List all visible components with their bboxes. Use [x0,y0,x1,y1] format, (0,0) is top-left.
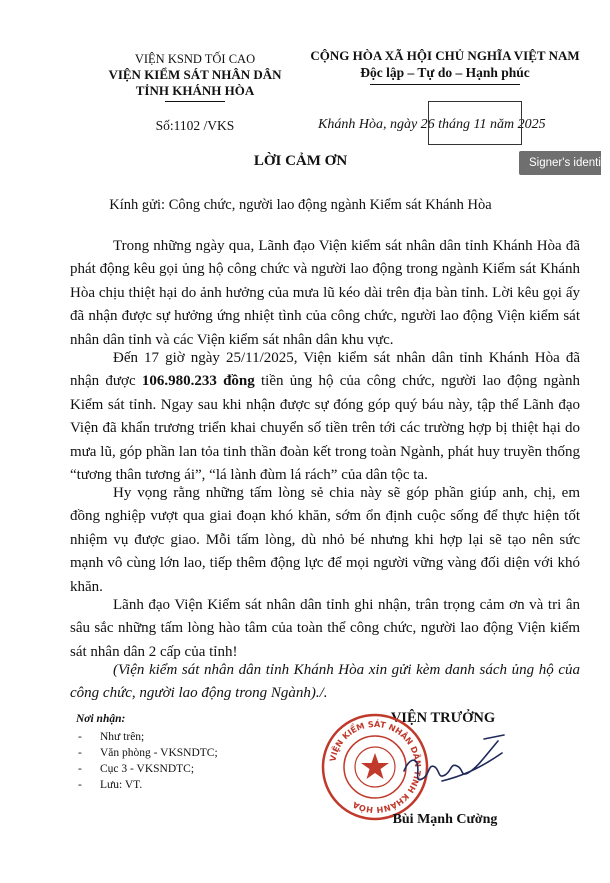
recipient-item: - Lưu: VT. [76,777,296,793]
paragraph-1: Trong những ngày qua, Lãnh đạo Viện kiểm sát nhân dân tỉnh Khánh Hòa đã phát động kêu gọi ủng hộ công chức và người lao động trong ngành Kiểm sát Khánh Hòa chịu thiệt hại do ảnh hưởng của mưa lũ kéo dài trên địa bàn tỉnh. Lời kêu gọi ấy đã nhận được sự hưởng ứng nhiệt tình của công chức, người lao động Viện kiểm sát nhân dân tỉnh và các Viện kiểm sát nhân dân khu vực. [70,238,580,348]
nation-name: CỘNG HÒA XÃ HỘI CHỦ NGHĨA VIỆT NAM [310,48,580,63]
signer-identity-tooltip: Signer's identity [519,151,601,175]
recipient-item: - Cục 3 - VKSNDTC; [76,761,296,777]
paragraph-2-rest: tiền ủng hộ của công chức, người lao động ngành Kiểm sát tỉnh. Ngay sau khi nhận được sự đóng góp quý báu này, tập thể Lãnh đạo Viện đã khẩn trương triển khai chuyển số tiền trên tới các trường hợp bị thiệt hại do mưa lũ, góp phần lan tỏa tinh thần đoàn kết trong toàn Ngành, phát huy truyền thống “tương thân tương ái”, “lá lành đùm lá rách” của dân tộc ta. [70,373,580,484]
greeting-line: Kính gửi: Công chức, người lao động ngành Kiểm sát Khánh Hòa [109,197,492,213]
place-and-date: Khánh Hòa, ngày 26 tháng 11 năm 2025 [318,117,546,132]
national-motto: Độc lập – Tự do – Hạnh phúc [360,65,530,80]
signer-name: Bùi Mạnh Cường [392,812,498,827]
national-heading-block [305,48,585,85]
recipients-block [76,711,296,793]
donation-amount: 106.980.233 đồng [141,373,255,390]
paragraph-2-intro: Đến 17 giờ ngày 25/11/2025, Viện kiểm sát nhân dân tỉnh Khánh Hòa đã nhận được [70,350,580,390]
signer-title: VIỆN TRƯỞNG [390,710,496,726]
paragraph-5-note: (Viện kiểm sát nhân dân tỉnh Khánh Hòa xin gửi kèm danh sách ủng hộ của công chức, người lao động trong Ngành)./. [70,662,580,702]
recipients-heading: Nơi nhận: [76,713,126,725]
paragraph-2 [70,347,580,487]
agency-name: VIỆN KIỂM SÁT NHÂN DÂN [108,67,282,82]
recipient-item: - Như trên; [76,729,296,745]
recipients-list [76,729,296,793]
date-field-box[interactable] [428,101,522,145]
motto-underline [370,84,520,85]
agency-province: TỈNH KHÁNH HÒA [135,83,255,98]
handwritten-signature [398,733,508,798]
recipient-item: - Văn phòng - VKSNDTC; [76,745,296,761]
paragraph-3: Hy vọng rằng những tấm lòng sẻ chia này sẽ góp phần giúp anh, chị, em đồng nghiệp vượt qua giai đoạn khó khăn, sớm ổn định cuộc sống để thực hiện tốt nhiệm vụ được giao. Mỗi tấm lòng, dù nhỏ bé nhưng khi hợp lại sẽ tạo nên sức mạnh vô cùng lớn lao, tiếp thêm động lực để mọi người vững vàng đối diện với khó khăn. [70,485,580,595]
parent-agency: VIỆN KSND TỐI CAO [134,52,256,66]
paragraph-4: Lãnh đạo Viện Kiểm sát nhân dân tỉnh ghi nhận, trân trọng cảm ơn và tri ân sâu sắc những tấm lòng hào tâm của toàn thể công chức, người lao động Viện kiểm sát nhân dân 2 cấp của tỉnh! [70,597,580,660]
document-title: LỜI CẢM ƠN [253,153,348,169]
issuing-agency-block [80,52,310,102]
agency-underline [165,101,225,102]
document-number: Số:1102 /VKS [155,118,235,133]
seal-text: VIỆN KIỂM SÁT NHÂN DÂN TỈNH KHÁNH HÒA [327,718,424,816]
